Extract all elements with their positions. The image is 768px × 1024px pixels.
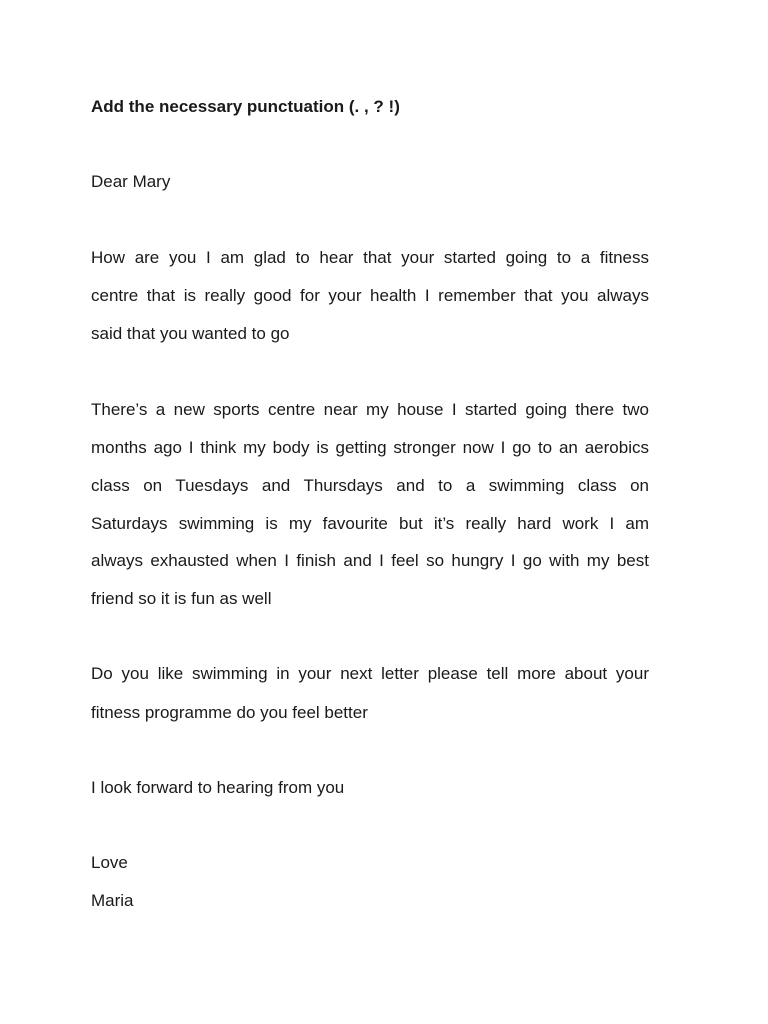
paragraph-2-line-5: always exhausted when I finish and I feel so hungry I go with my best <box>91 551 649 570</box>
paragraph-1-line-1: How are you I am glad to hear that your started going to a fitness <box>91 248 649 267</box>
paragraph-2-line-2: months ago I think my body is getting stronger now I go to an aerobics <box>91 438 649 457</box>
paragraph-1-line-2: centre that is really good for your health I remember that you always <box>91 286 649 305</box>
paragraph-1-line-3: said that you wanted to go <box>91 324 290 343</box>
paragraph-2-line-1: There’s a new sports centre near my house I started going there two <box>91 400 649 419</box>
paragraph-2-line-6: friend so it is fun as well <box>91 589 272 608</box>
letter-signature: Maria <box>91 891 134 910</box>
letter-closing-line: I look forward to hearing from you <box>91 778 345 797</box>
instruction-heading: Add the necessary punctuation (. , ? !) <box>91 97 400 116</box>
letter-greeting: Dear Mary <box>91 172 171 191</box>
paragraph-2-line-3: class on Tuesdays and Thursdays and to a swimming class on <box>91 476 649 495</box>
paragraph-3-line-1: Do you like swimming in your next letter please tell more about your <box>91 664 649 683</box>
paragraph-2-line-4: Saturdays swimming is my favourite but it’s really hard work I am <box>91 514 649 533</box>
letter-sign-off: Love <box>91 853 128 872</box>
paragraph-3-line-2: fitness programme do you feel better <box>91 703 368 722</box>
